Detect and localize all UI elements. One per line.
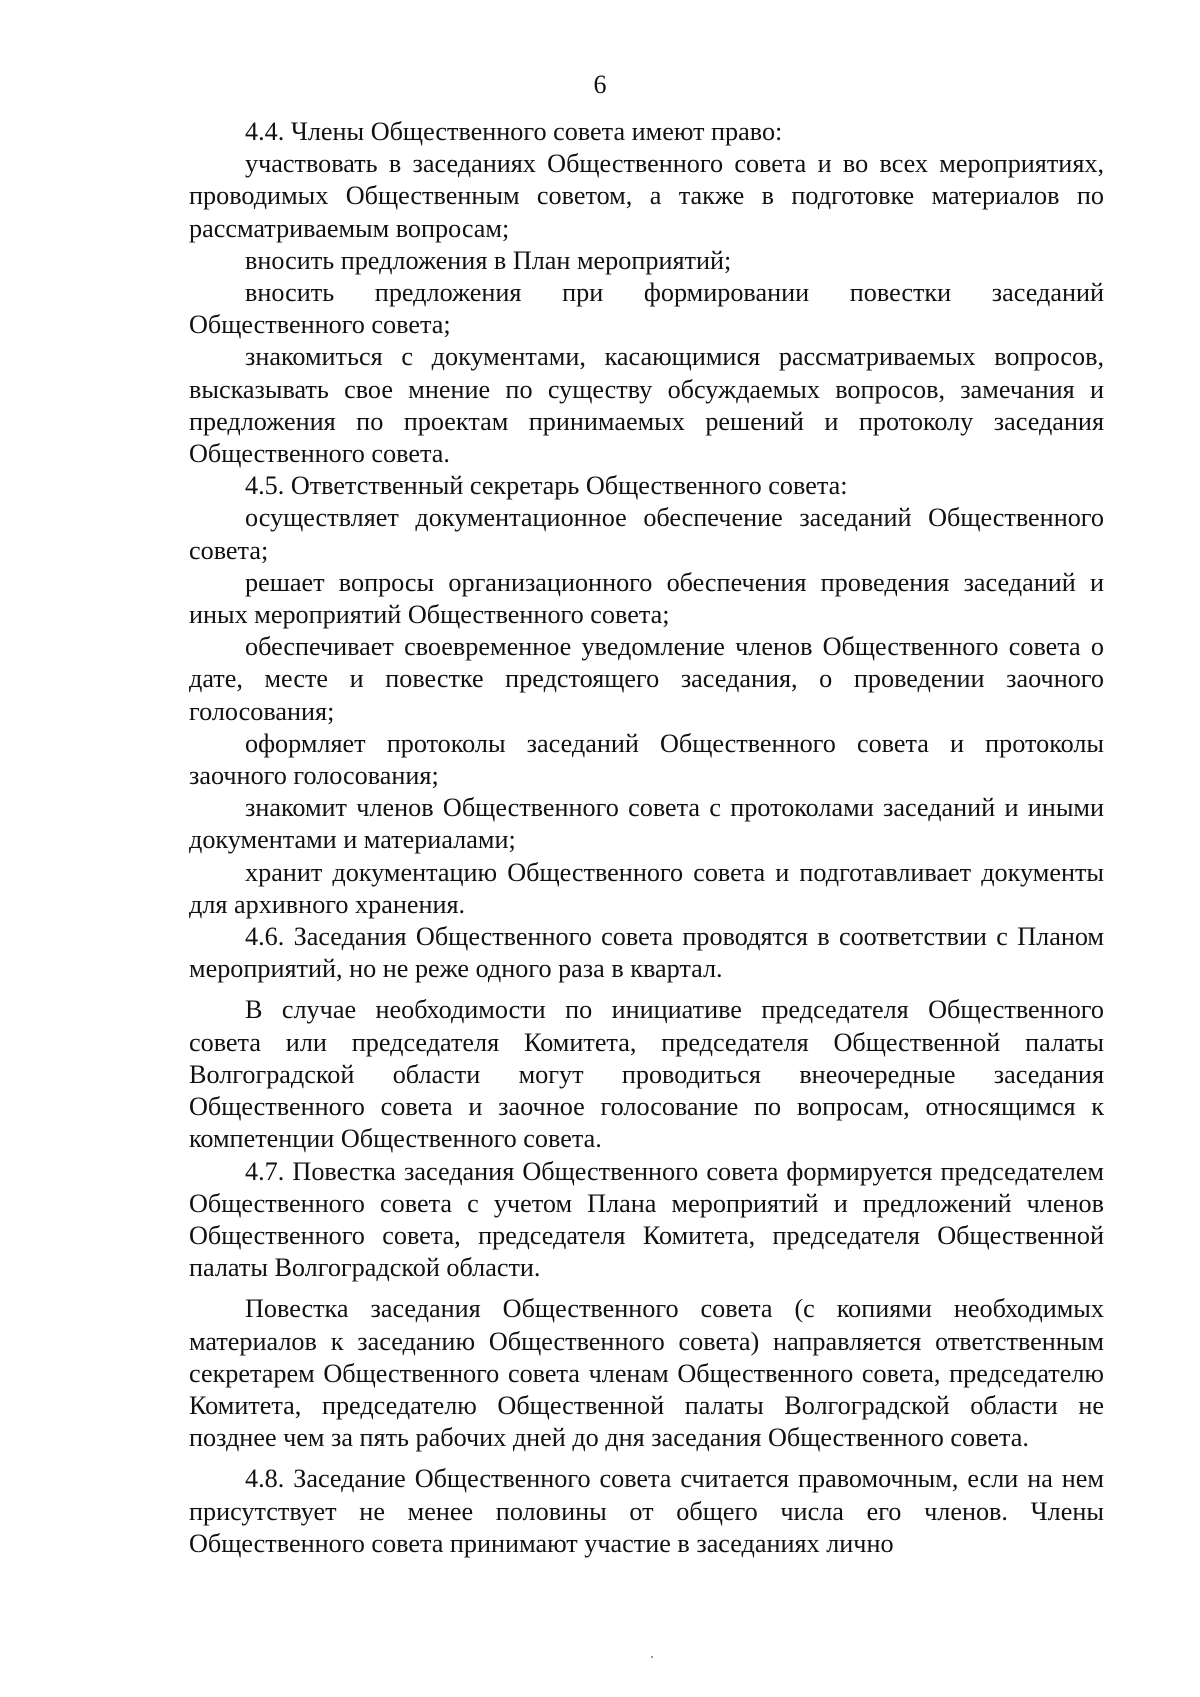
paragraph-secretary-documentation: осуществляет документационное обеспечение заседаний Общественного совета; xyxy=(189,503,1104,565)
paragraph-right-propose-agenda: вносить предложения при формировании повестки заседаний Общественного совета; xyxy=(189,278,1104,340)
paragraph-secretary-archive: хранит документацию Общественного совета и подготавливает документы для архивного хранения. xyxy=(189,857,1104,919)
document-body xyxy=(189,116,1104,1560)
paragraph-right-propose-plan: вносить предложения в План мероприятий; xyxy=(245,245,732,275)
paragraph-extraordinary-meetings: В случае необходимости по инициативе председателя Общественного совета или председателя Комитета, председателя Общественной палаты Волгоградской области могут проводиться внеочередные заседания Общественного совета и заочное голосование по вопросам, относящимся к компетенции Общественного совета. xyxy=(189,995,1104,1154)
paragraph-agenda-distribution: Повестка заседания Общественного совета (с копиями необходимых материалов к заседанию Общественного совета) направляется ответственным секретарем Общественного совета членам Общественного совета, председателю Комитета, председателю Общественной палаты Волгоградской области не позднее чем за пять рабочих дней до дня заседания Общественного совета. xyxy=(189,1294,1104,1453)
paragraph-4-4-heading: 4.4. Члены Общественного совета имеют право: xyxy=(245,117,783,146)
page-number: 6 xyxy=(593,70,607,99)
paragraph-right-review-documents: знакомиться с документами, касающимися рассматриваемых вопросов, высказывать свое мнение по существу обсуждаемых вопросов, замечания и предложения по проектам принимаемых решений и протоколу заседания Общественного совета. xyxy=(189,342,1104,469)
paragraph-secretary-organization: решает вопросы организационного обеспечения проведения заседаний и иных мероприятий Общественного совета; xyxy=(189,567,1104,630)
scan-speck xyxy=(651,1656,653,1658)
paragraph-4-5-heading: 4.5. Ответственный секретарь Общественного совета: xyxy=(245,471,848,501)
paragraph-secretary-protocols: оформляет протоколы заседаний Общественного совета и протоколы заочного голосования; xyxy=(189,728,1104,791)
paragraph-4-8: 4.8. Заседание Общественного совета считается правомочным, если на нем присутствует не менее половины от общего числа его членов. Члены Общественного совета принимают участие в заседаниях лично xyxy=(189,1464,1104,1558)
paragraph-4-6: 4.6. Заседания Общественного совета проводятся в соответствии с Планом мероприятий, но не реже одного раза в квартал. xyxy=(189,922,1104,984)
paragraph-4-7: 4.7. Повестка заседания Общественного совета формируется председателем Общественного совета с учетом Плана мероприятий и предложений членов Общественного совета, председателя Комитета, председателя Общественной палаты Волгоградской области. xyxy=(189,1156,1104,1283)
paragraph-secretary-notification: обеспечивает своевременное уведомление членов Общественного совета о дате, месте и повестке предстоящего заседания, о проведении заочного голосования; xyxy=(189,632,1104,726)
paragraph-right-participate: участвовать в заседаниях Общественного совета и во всех мероприятиях, проводимых Общественным советом, а также в подготовке материалов по рассматриваемым вопросам; xyxy=(189,149,1104,243)
paragraph-secretary-familiarize: знакомит членов Общественного совета с протоколами заседаний и иными документами и материалами; xyxy=(189,793,1104,855)
